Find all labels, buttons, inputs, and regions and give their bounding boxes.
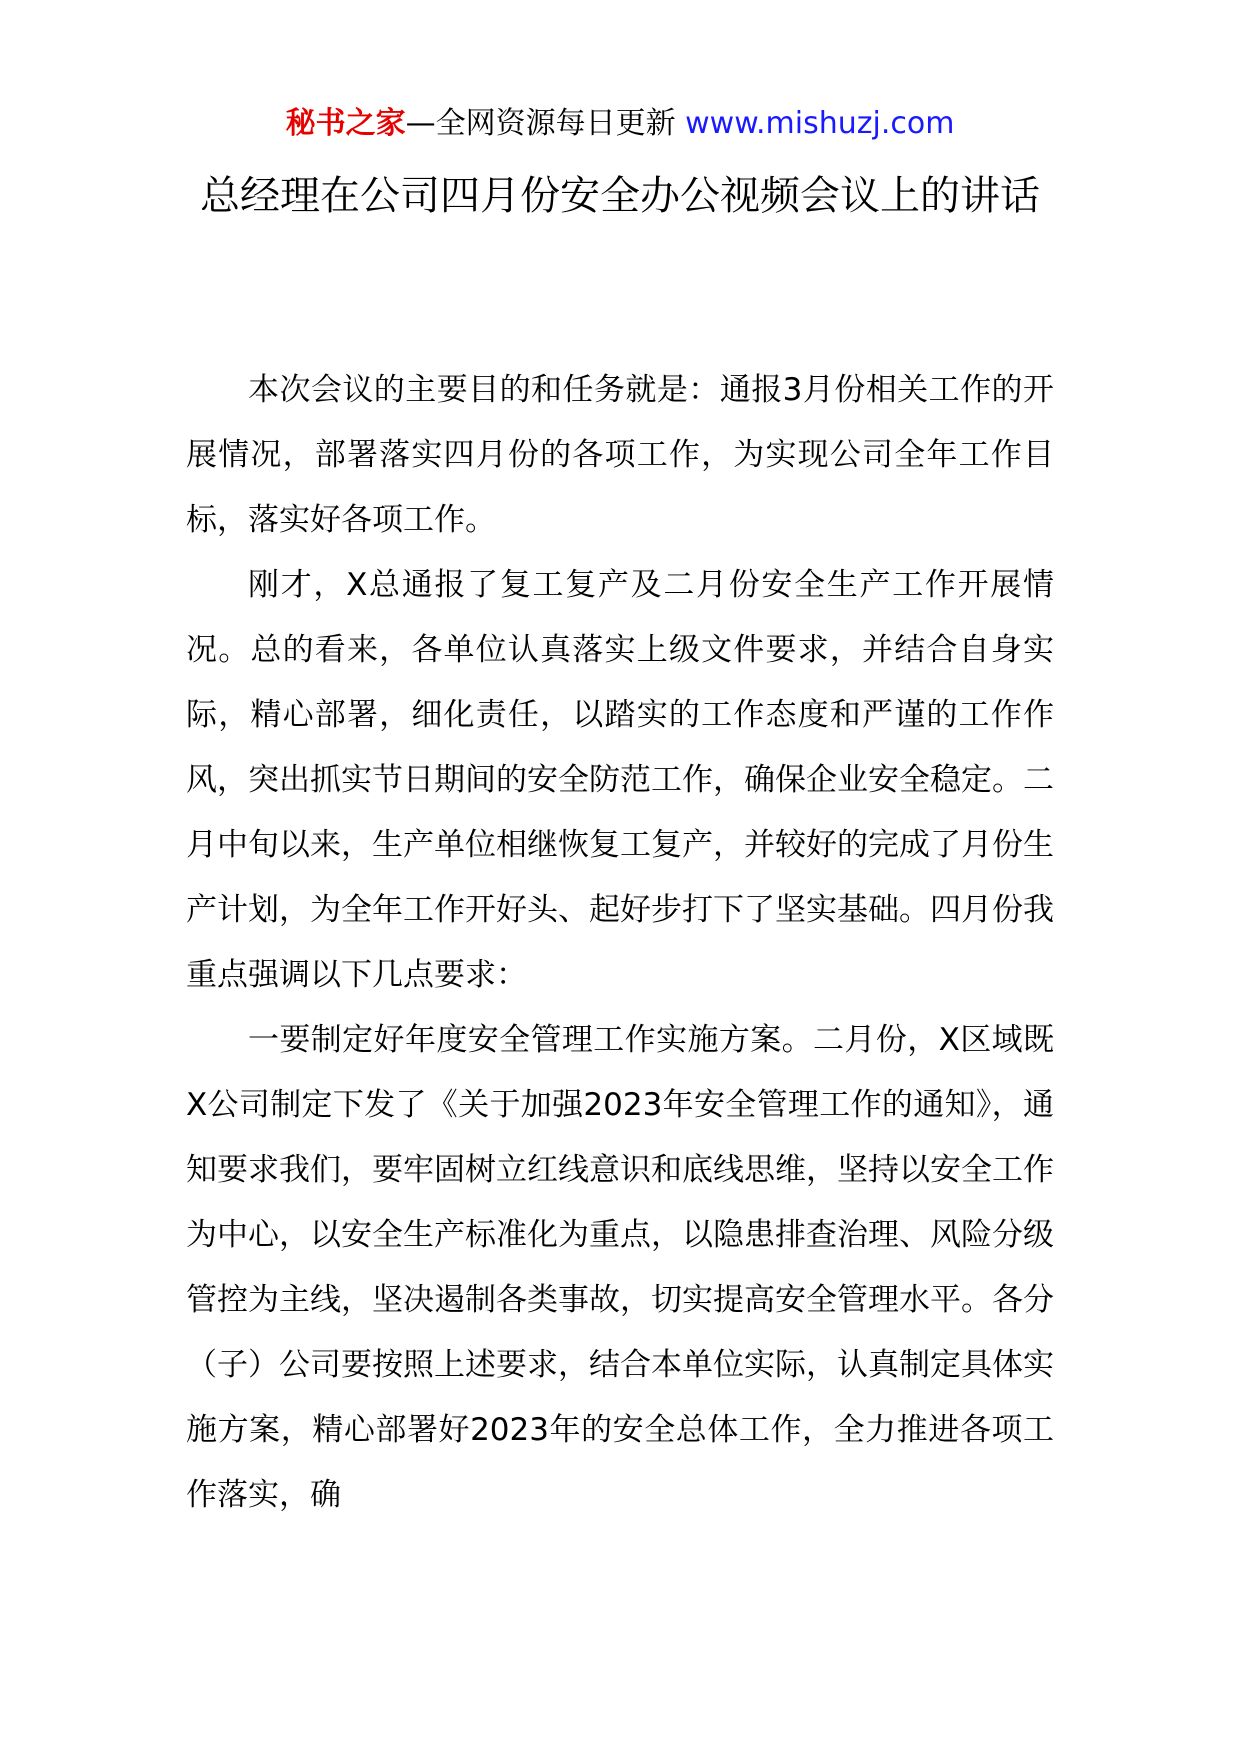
header-tagline: —全网资源每日更新 xyxy=(405,106,676,141)
brand-name: 秘书之家 xyxy=(285,106,406,141)
body-paragraph: 刚才，X总通报了复工复产及二月份安全生产工作开展情况。总的看来，各单位认真落实上级文件要求，并结合自身实际，精心部署，细化责任，以踏实的工作态度和严谨的工作作风，突出抓实节日期间的安全防范工作，确保企业安全稳定。二月中旬以来，生产单位相继恢复工复产，并较好的完成了月份生产计划，为全年工作开好头、起好步打下了坚实基础。四月份我重点强调以下几点要求： xyxy=(186,567,1054,993)
body-paragraph: 本次会议的主要目的和任务就是：通报3月份相关工作的开展情况，部署落实四月份的各项工作，为实现公司全年工作目标，落实好各项工作。 xyxy=(186,372,1054,538)
document-body xyxy=(186,358,1054,1528)
document-title: 总经理在公司四月份安全办公视频会议上的讲话 xyxy=(200,173,1040,219)
site-header-banner xyxy=(0,104,1240,144)
site-url-link[interactable]: www.mishuzj.com xyxy=(685,106,955,141)
body-paragraph: 一要制定好年度安全管理工作实施方案。二月份，X区域既X公司制定下发了《关于加强2023年安全管理工作的通知》，通知要求我们，要牢固树立红线意识和底线思维，坚持以安全工作为中心，以安全生产标准化为重点，以隐患排查治理、风险分级管控为主线，坚决遏制各类事故，切实提高安全管理水平。各分（子）公司要按照上述要求，结合本单位实际，认真制定具体实施方案，精心部署好2023年的安全总体工作，全力推进各项工作落实，确 xyxy=(186,1022,1054,1513)
